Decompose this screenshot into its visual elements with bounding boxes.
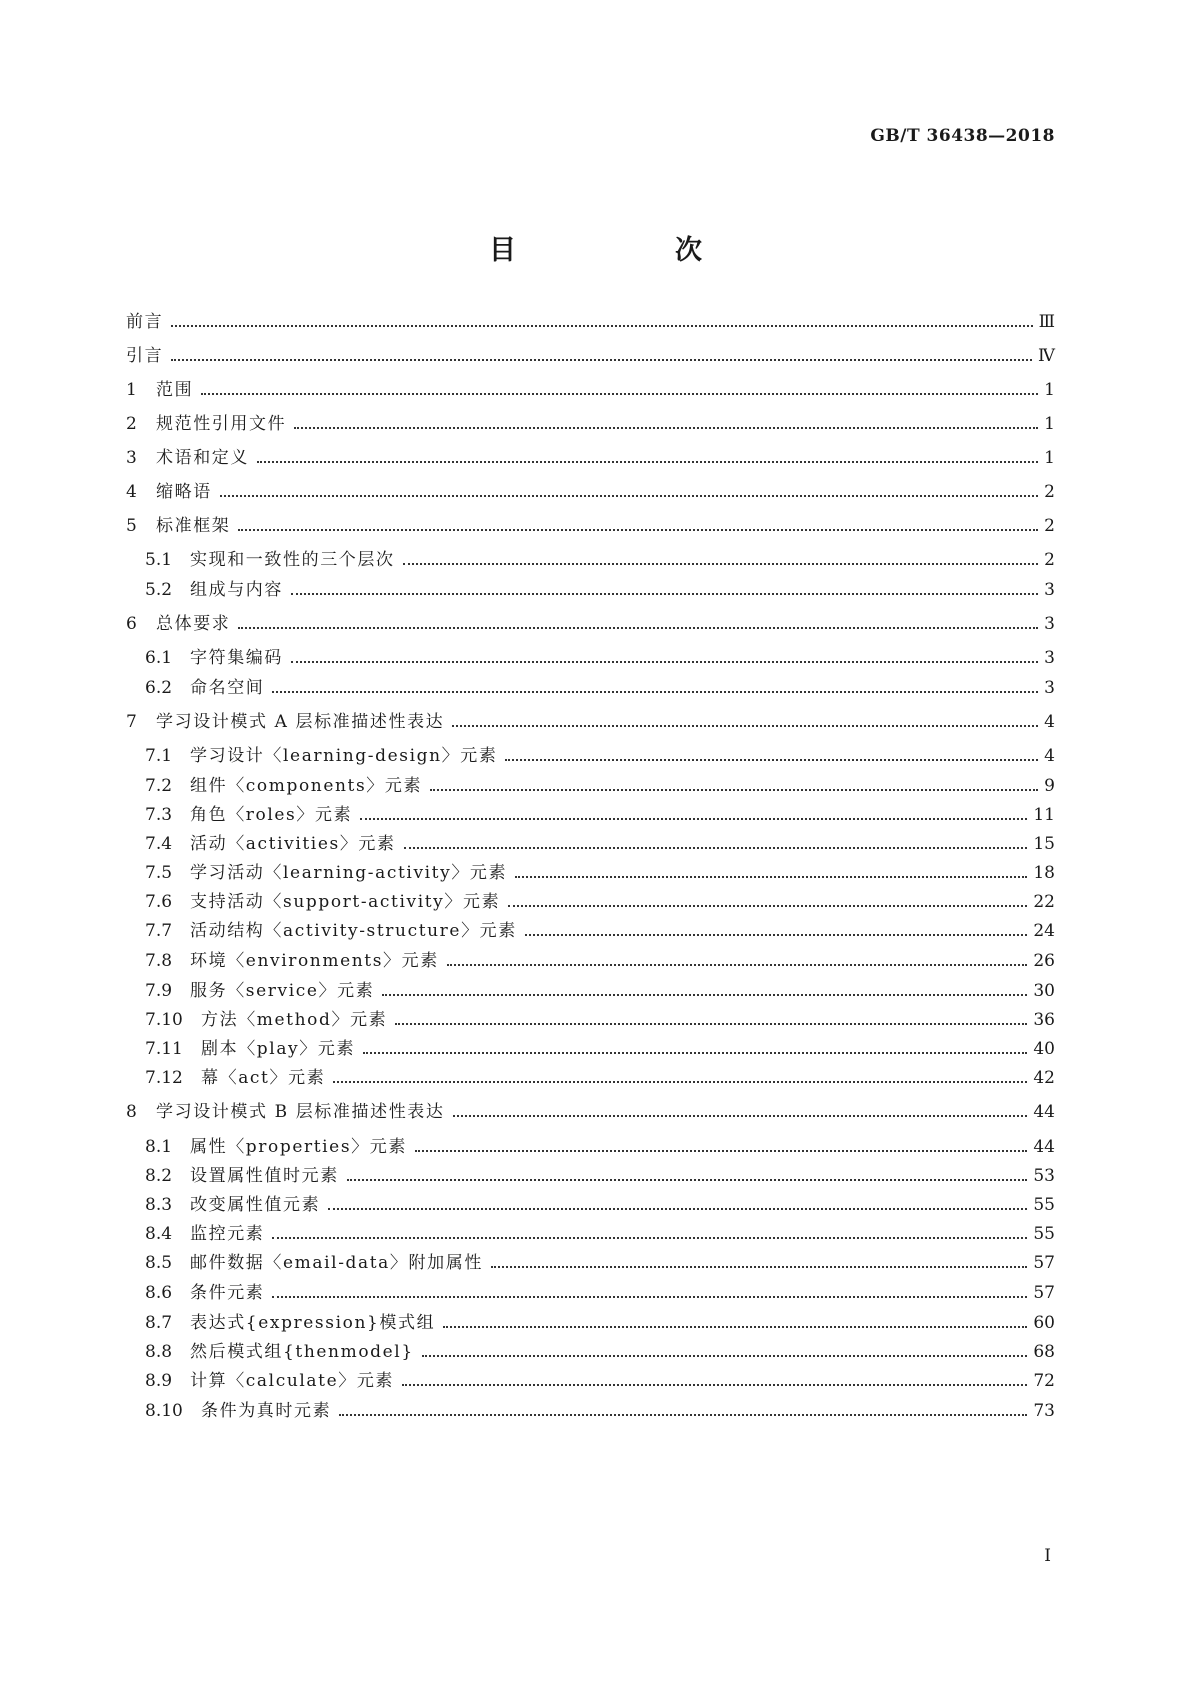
toc-entry-number: 7 [126,712,137,732]
toc-entry[interactable] [145,859,1055,885]
toc-entry-label: 组成与内容 [190,580,283,600]
toc-dot-leader [430,789,1038,791]
toc-entry-page: 30 [1033,981,1055,1001]
toc-entry-page: 60 [1033,1313,1055,1333]
toc-entry[interactable] [145,830,1055,856]
toc-entry-page: 3 [1044,648,1055,668]
toc-entry-label: 条件元素 [190,1283,265,1303]
toc-entry[interactable] [145,1035,1055,1061]
toc-dot-leader [257,461,1038,463]
toc-entry-number: 7.1 [145,746,173,766]
toc-entry-label: 缩略语 [156,482,212,502]
toc-dot-leader [328,1208,1027,1210]
toc-entry[interactable] [145,801,1055,827]
toc-entry-number: 8.3 [145,1195,173,1215]
toc-dot-leader [452,725,1038,727]
toc-entry-page: 72 [1033,1371,1055,1391]
toc-entry[interactable] [145,1249,1055,1275]
toc-entry-page: 3 [1044,678,1055,698]
toc-entry[interactable] [145,1279,1055,1305]
toc-entry-label: 总体要求 [156,614,231,634]
toc-entry-number: 2 [126,414,137,434]
toc-dot-leader [238,529,1038,531]
toc-entry[interactable] [145,644,1055,670]
toc-entry[interactable] [145,772,1055,798]
toc-entry-number: 8.9 [145,1371,173,1391]
page-number: I [1044,1546,1051,1566]
toc-entry-number: 7.9 [145,981,173,1001]
toc-dot-leader [415,1150,1027,1152]
toc-entry-page: 4 [1044,746,1055,766]
toc-entry-label: 标准框架 [156,516,231,536]
toc-entry-number: 7.3 [145,805,173,825]
toc-dot-leader [515,876,1027,878]
toc-entry-label: 命名空间 [190,678,265,698]
toc-dot-leader [395,1023,1027,1025]
toc-entry-page: 2 [1044,482,1055,502]
toc-entry-label: 引言 [126,346,164,366]
toc-entry-number: 8.6 [145,1283,173,1303]
toc-entry-number: 8 [126,1102,137,1122]
toc-entry-label: 然后模式组{thenmodel} [190,1342,414,1362]
toc-entry-number: 6.2 [145,678,173,698]
toc-entry-number: 5.2 [145,580,173,600]
toc-entry-number: 7.2 [145,776,173,796]
toc-entry-page: 68 [1033,1342,1055,1362]
toc-entry-number: 7.8 [145,951,173,971]
toc-entry-page: 55 [1033,1195,1055,1215]
toc-entry-page: 1 [1044,414,1055,434]
toc-dot-leader [291,593,1038,595]
toc-dot-leader [171,325,1032,327]
toc-dot-leader [238,627,1038,629]
toc-entry-number: 3 [126,448,137,468]
toc-entry-label: 支持活动〈support-activity〉元素 [190,892,501,912]
toc-entry-page: 1 [1044,380,1055,400]
toc-entry-page: 40 [1033,1039,1055,1059]
toc-entry-label: 幕〈act〉元素 [201,1068,326,1088]
toc-entry[interactable] [126,1098,1055,1124]
toc-entry[interactable] [145,1220,1055,1246]
toc-entry-number: 7.11 [145,1039,183,1059]
toc-entry[interactable] [145,1006,1055,1032]
toc-entry[interactable] [126,478,1055,504]
toc-entry-number: 8.5 [145,1253,173,1273]
toc-entry-label: 表达式{expression}模式组 [190,1313,436,1333]
toc-entry-number: 7.7 [145,921,173,941]
toc-entry-number: 7.12 [145,1068,183,1088]
toc-entry[interactable] [145,1191,1055,1217]
toc-entry-number: 8.8 [145,1342,173,1362]
toc-entry-page: 57 [1033,1253,1055,1273]
toc-entry[interactable] [145,1397,1055,1423]
toc-entry-page: Ⅲ [1038,312,1055,332]
toc-dot-leader [453,1115,1028,1117]
toc-entry-label: 学习设计〈learning-design〉元素 [190,746,498,766]
toc-entry-label: 剧本〈play〉元素 [201,1039,356,1059]
toc-entry-page: 73 [1033,1401,1055,1421]
toc-dot-leader [220,495,1038,497]
toc-entry[interactable] [145,1338,1055,1364]
toc-entry-number: 7.6 [145,892,173,912]
toc-entry[interactable] [145,1162,1055,1188]
toc-entry[interactable] [145,1064,1055,1090]
toc-dot-leader [333,1081,1027,1083]
toc-entry-label: 属性〈properties〉元素 [190,1137,407,1157]
toc-dot-leader [403,563,1039,565]
toc-dot-leader [347,1179,1028,1181]
toc-entry[interactable] [126,512,1055,538]
toc-entry-page: 57 [1033,1283,1055,1303]
toc-entry-page: 24 [1033,921,1055,941]
toc-entry-page: 2 [1044,516,1055,536]
toc-entry-label: 规范性引用文件 [156,414,287,434]
toc-entry[interactable] [126,610,1055,636]
toc-entry-page: 3 [1044,580,1055,600]
toc-entry-label: 组件〈components〉元素 [190,776,423,796]
toc-dot-leader [201,393,1038,395]
toc-entry-label: 计算〈calculate〉元素 [190,1371,395,1391]
toc-entry-number: 7.5 [145,863,173,883]
toc-entry-page: 2 [1044,550,1055,570]
toc-entry-number: 1 [126,380,137,400]
toc-entry-page: 18 [1033,863,1055,883]
toc-entry-label: 活动结构〈activity-structure〉元素 [190,921,517,941]
standard-code: GB/T 36438—2018 [870,126,1055,146]
toc-dot-leader [404,847,1028,849]
toc-entry-label: 设置属性值时元素 [190,1166,339,1186]
toc-entry-page: 26 [1033,951,1055,971]
toc-entry-label: 字符集编码 [190,648,283,668]
toc-dot-leader [505,759,1038,761]
toc-entry-page: 22 [1033,892,1055,912]
toc-entry[interactable] [126,342,1055,368]
toc-entry[interactable] [126,376,1055,402]
toc-entry-page: 44 [1033,1137,1055,1157]
toc-entry-label: 服务〈service〉元素 [190,981,375,1001]
toc-entry-number: 8.4 [145,1224,173,1244]
toc-entry-number: 8.1 [145,1137,173,1157]
toc-dot-leader [272,1237,1027,1239]
toc-entry-number: 6 [126,614,137,634]
toc-entry[interactable] [145,1133,1055,1159]
toc-entry-label: 范围 [156,380,194,400]
toc-entry[interactable] [126,444,1055,470]
toc-entry-number: 6.1 [145,648,173,668]
toc-entry-label: 学习活动〈learning-activity〉元素 [190,863,508,883]
toc-entry-number: 4 [126,482,137,502]
toc-entry-page: 55 [1033,1224,1055,1244]
toc-entry[interactable] [126,410,1055,436]
toc-dot-leader [272,1296,1027,1298]
toc-entry-page: 53 [1033,1166,1055,1186]
toc-entry-label: 学习设计模式 B 层标准描述性表达 [156,1102,445,1122]
toc-entry-label: 监控元素 [190,1224,265,1244]
toc-entry-number: 7.10 [145,1010,183,1030]
toc-entry[interactable] [145,917,1055,943]
toc-dot-leader [363,1052,1027,1054]
toc-entry-number: 5.1 [145,550,173,570]
toc-dot-leader [291,661,1038,663]
toc-entry-number: 5 [126,516,137,536]
toc-entry[interactable] [145,576,1055,602]
toc-entry-label: 术语和定义 [156,448,249,468]
toc-dot-leader [360,818,1027,820]
toc-dot-leader [443,1326,1027,1328]
toc-entry-label: 活动〈activities〉元素 [190,834,396,854]
toc-entry-label: 前言 [126,312,164,332]
toc-dot-leader [491,1266,1027,1268]
toc-entry-label: 角色〈roles〉元素 [190,805,353,825]
toc-entry[interactable] [145,1367,1055,1393]
toc-dot-leader [171,359,1032,361]
toc-entry-number: 8.2 [145,1166,173,1186]
toc-entry[interactable] [145,674,1055,700]
toc-entry-page: 15 [1033,834,1055,854]
toc-entry-number: 7.4 [145,834,173,854]
toc-entry-label: 环境〈environments〉元素 [190,951,439,971]
toc-entry-label: 改变属性值元素 [190,1195,321,1215]
toc-entry[interactable] [145,888,1055,914]
toc-entry[interactable] [145,742,1055,768]
toc-dot-leader [402,1384,1027,1386]
toc-entry-number: 8.10 [145,1401,183,1421]
toc-entry-page: 11 [1033,805,1055,825]
toc-entry[interactable] [145,947,1055,973]
toc-entry-page: 4 [1044,712,1055,732]
toc-entry-label: 方法〈method〉元素 [201,1010,388,1030]
toc-entry-label: 学习设计模式 A 层标准描述性表达 [156,712,445,732]
toc-dot-leader [294,427,1038,429]
toc-entry-page: 44 [1033,1102,1055,1122]
toc-dot-leader [272,691,1038,693]
toc-entry[interactable] [145,977,1055,1003]
toc-entry-label: 条件为真时元素 [201,1401,332,1421]
toc-entry-page: 3 [1044,614,1055,634]
toc-dot-leader [422,1355,1028,1357]
toc-entry-page: Ⅳ [1038,346,1055,366]
toc-dot-leader [339,1414,1027,1416]
toc-entry-page: 36 [1033,1010,1055,1030]
toc-entry-label: 实现和一致性的三个层次 [190,550,395,570]
toc-entry[interactable] [126,708,1055,734]
toc-entry[interactable] [145,546,1055,572]
toc-dot-leader [508,905,1027,907]
toc-entry-page: 9 [1044,776,1055,796]
page-title: 目 次 [489,235,768,266]
toc-entry-label: 邮件数据〈email-data〉附加属性 [190,1253,483,1273]
toc-dot-leader [447,964,1028,966]
toc-entry-page: 42 [1033,1068,1055,1088]
toc-dot-leader [525,934,1027,936]
toc-entry[interactable] [145,1309,1055,1335]
toc-entry[interactable] [126,308,1055,334]
toc-entry-page: 1 [1044,448,1055,468]
toc-entry-number: 8.7 [145,1313,173,1333]
toc-dot-leader [382,994,1027,996]
